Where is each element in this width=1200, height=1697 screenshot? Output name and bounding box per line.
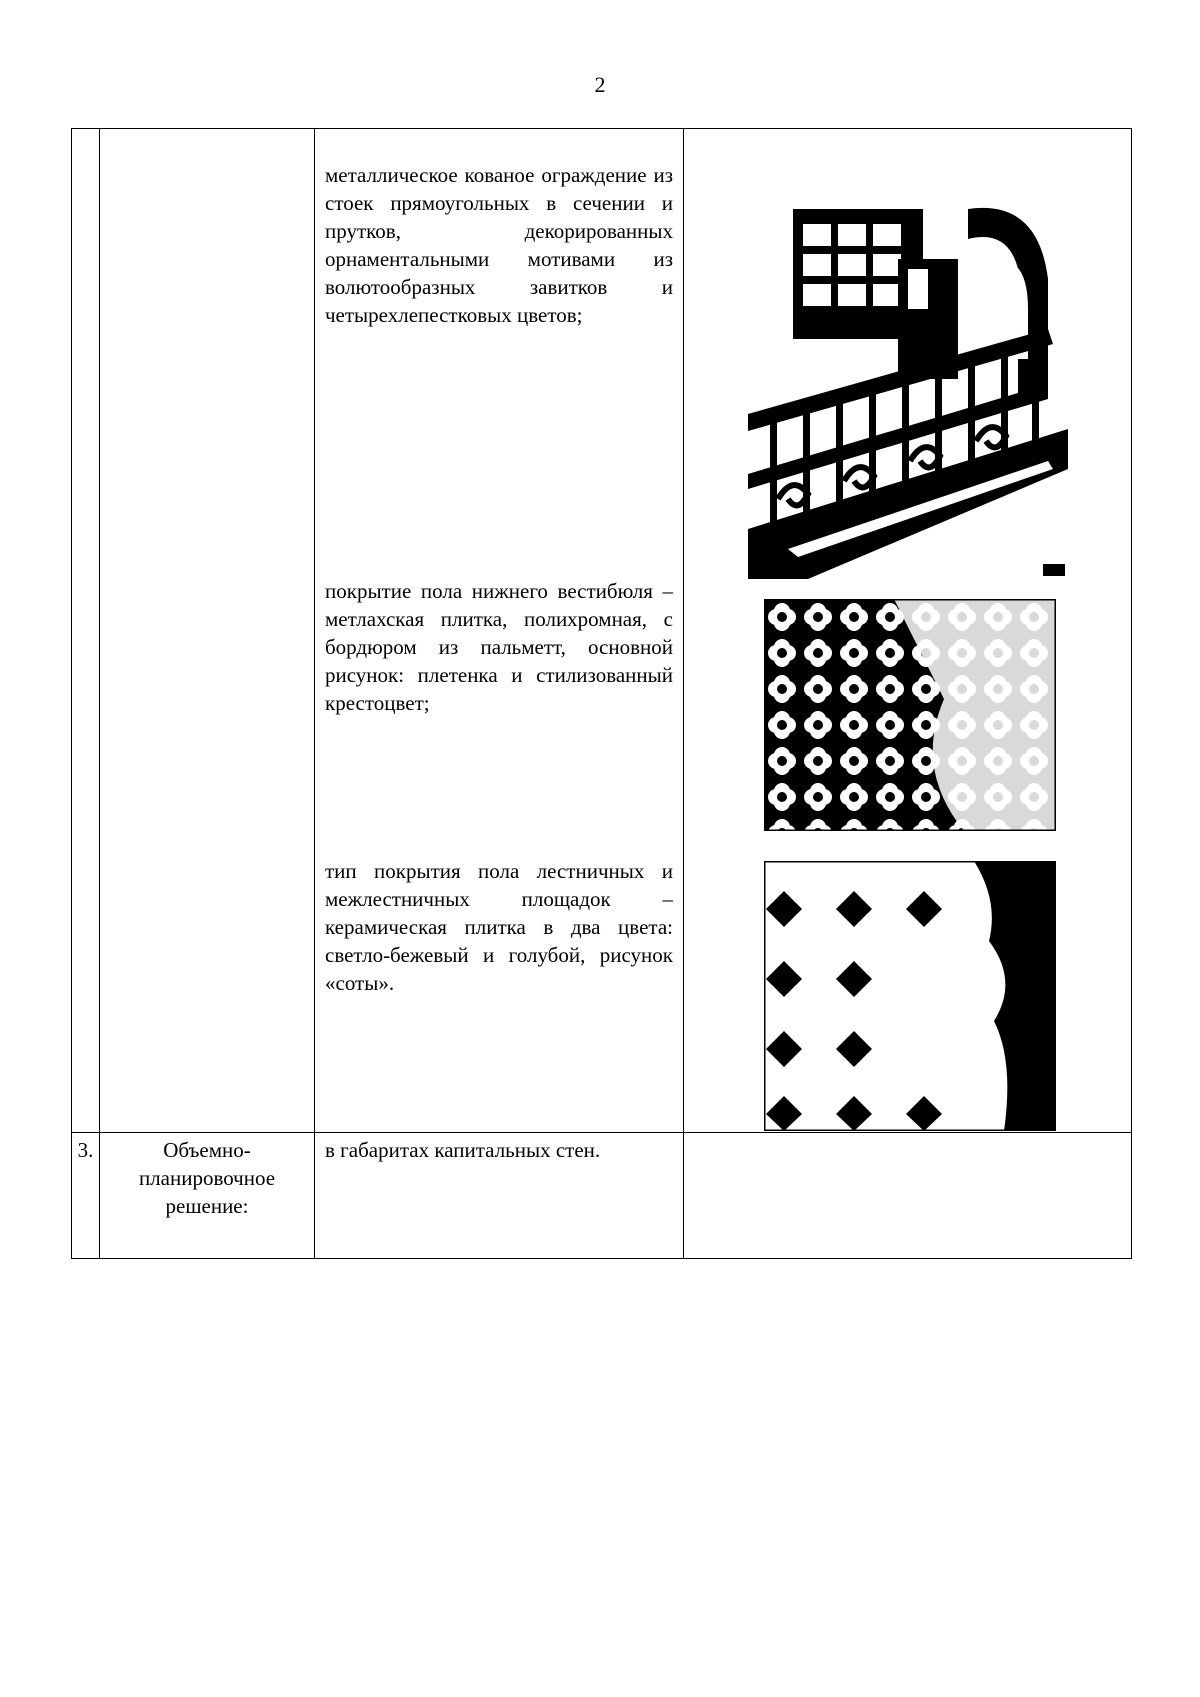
landing-floor-tile-photo [764, 861, 1056, 1131]
staircase-railing-photo [748, 199, 1068, 579]
description-cell [315, 129, 684, 1133]
row-description: в габаритах капитальных стен. [325, 1138, 601, 1162]
title-cell [100, 1133, 315, 1259]
table-row [72, 129, 1132, 1133]
feature-railing-text: металлическое кованое ограждение из стоек прямоугольных в сечении и прутков, декорированных орнаментальными мотивами из волютообразных завитков и четырехлепестковых цветов; [325, 163, 673, 327]
description-cell [315, 1133, 684, 1259]
row-title: Объемно-планировочное решение: [138, 1138, 276, 1218]
feature-landing-floor-text: тип покрытия пола лестничных и межлестничных площадок – керамическая плитка в два цвета: светло-бежевый и голубой, рисунок «соты». [325, 859, 673, 995]
photo-cell [684, 1133, 1132, 1259]
page-number: 2 [594, 72, 606, 97]
feature-lobby-floor-text: покрытие пола нижнего вестибюля – метлахская плитка, полихромная, с бордюром из пальметт, основной рисунок: плетенка и стилизованный крестоцвет; [325, 579, 673, 715]
number-cell [72, 129, 100, 1133]
title-cell [100, 129, 315, 1133]
row-number: 3. [77, 1138, 94, 1162]
table-row [72, 1133, 1132, 1259]
protected-features-table [71, 128, 1132, 1259]
number-cell [72, 1133, 100, 1259]
photo-cell [684, 129, 1132, 1133]
lobby-floor-tile-photo [764, 599, 1056, 831]
